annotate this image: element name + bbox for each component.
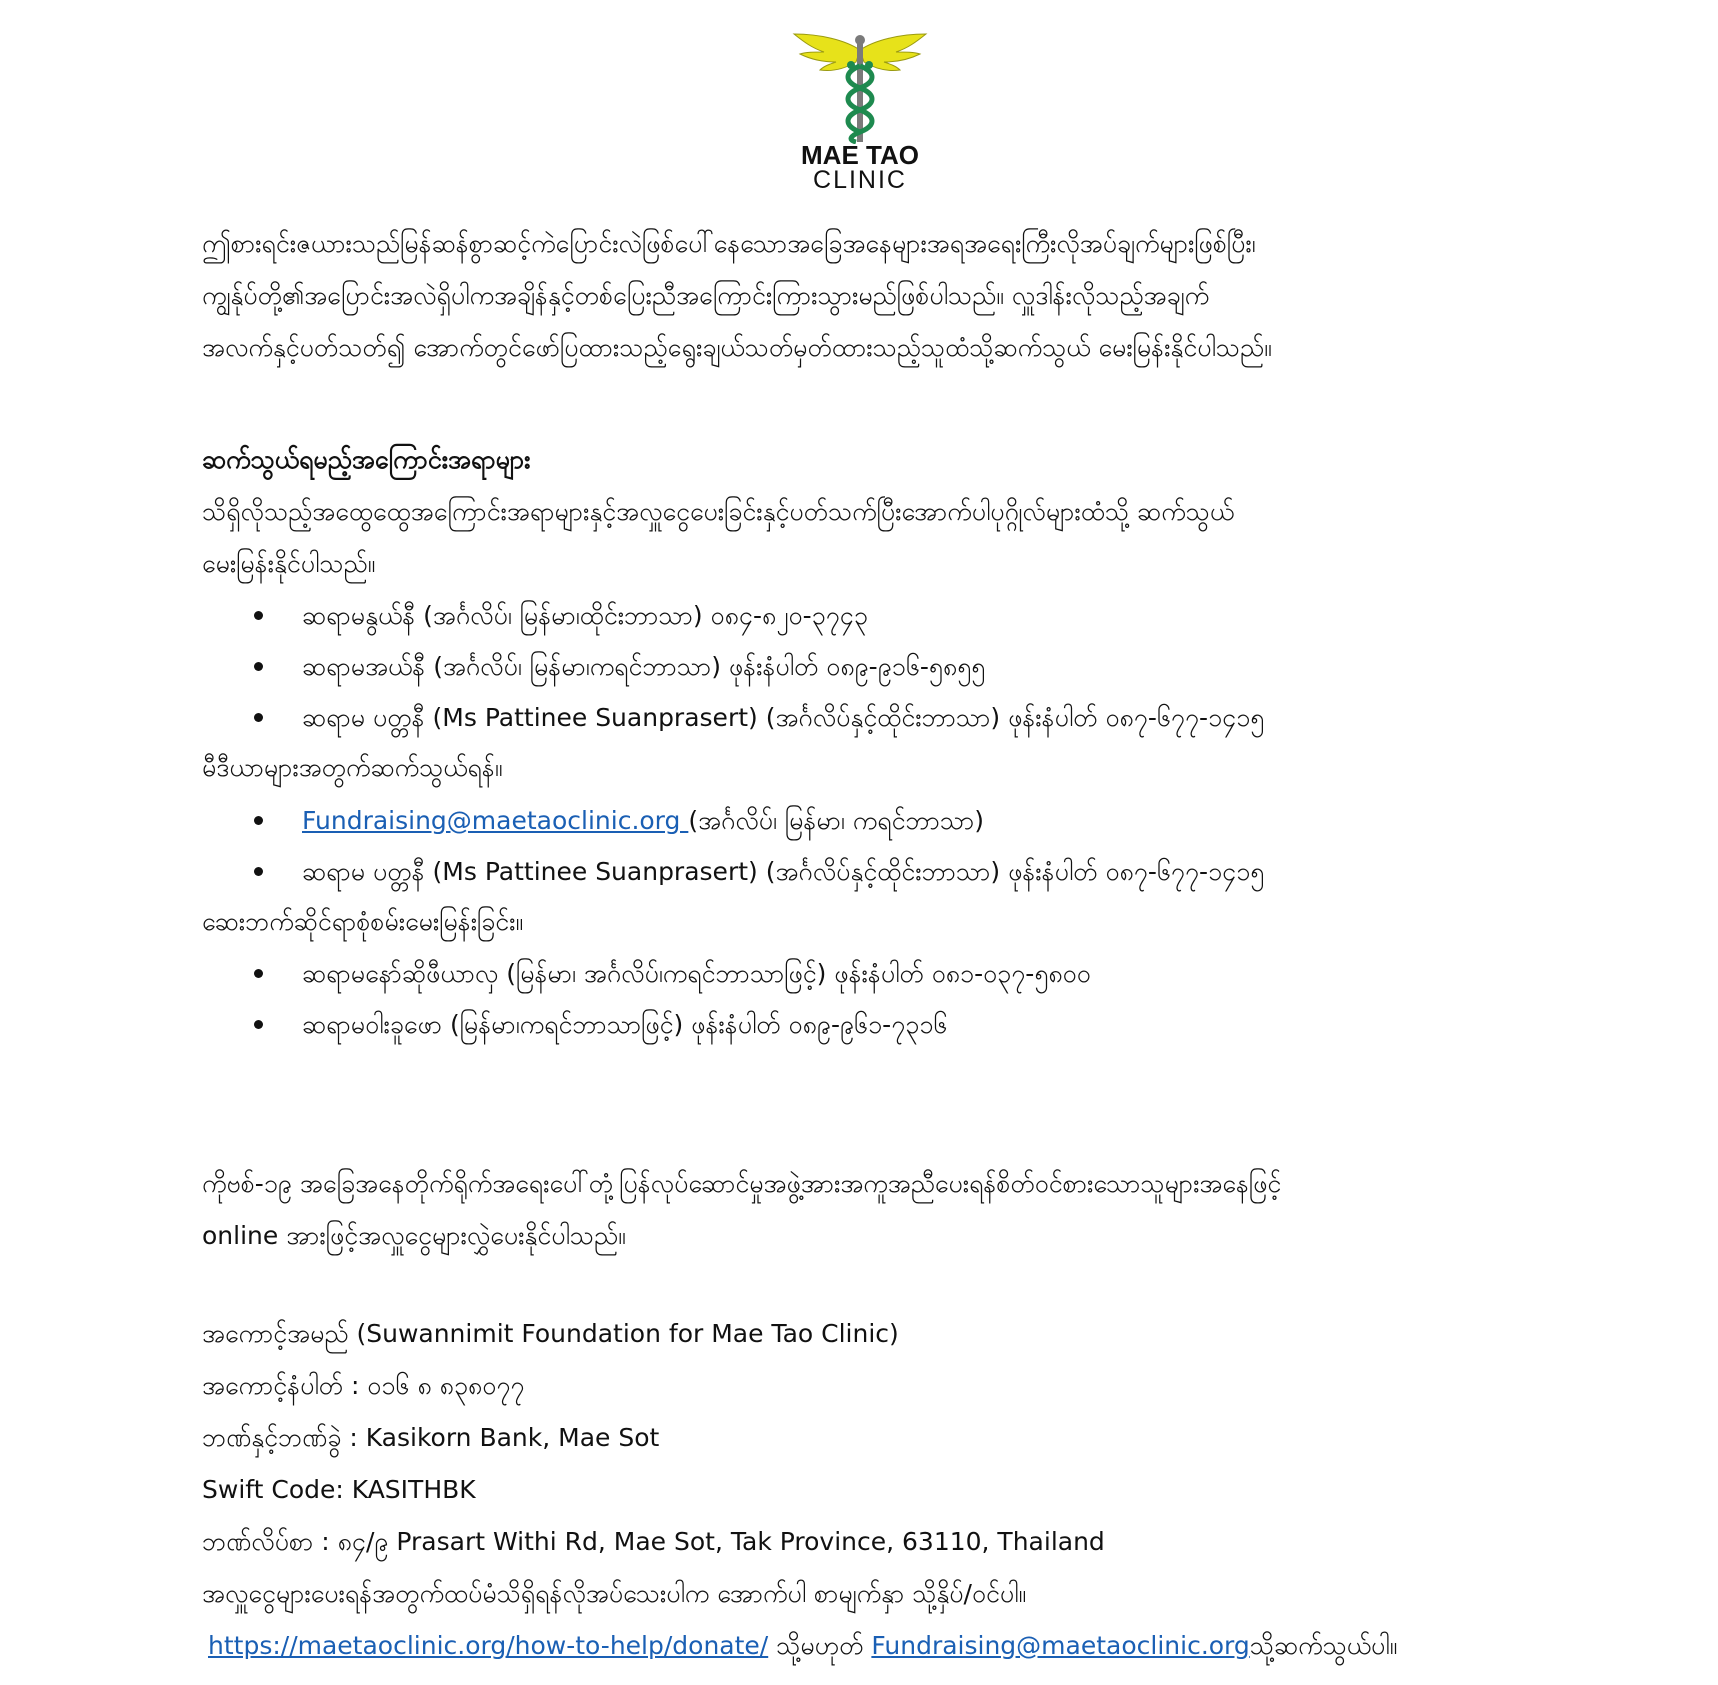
contact-heading: ဆက်သွယ်ရမည့်အကြောင်းအရာများ: [202, 445, 531, 474]
contact-suffix: သို့ဆက်သွယ်ပါ။: [1249, 1631, 1398, 1660]
or-text: သို့မဟုတ်: [768, 1631, 872, 1660]
bullet-icon: [254, 1020, 263, 1029]
logo-text-line1: MAE TAO: [801, 140, 919, 170]
list-item: ဆရာမနော်ဆိုဖီယာလှ (မြန်မာ၊ အင်္ဂလိပ်၊ကရင်ဘာသာဖြင့်) ဖုန်းနံပါတ် ၀၈၁-၀၃၇-၅၈၀၀: [202, 948, 1522, 999]
list-item: ဆရာမ ပတ္တနီ (Ms Pattinee Suanprasert) (အင်္ဂလိပ်နှင့်ထိုင်းဘာသာ) ဖုန်းနံပါတ် ၀၈၇-၆၇၇-၁၄၁၅: [202, 692, 1522, 743]
bullet-icon: [254, 969, 263, 978]
media-contact-list: [202, 795, 1522, 897]
intro-paragraph: [202, 218, 1522, 374]
list-item: [202, 795, 1522, 846]
bullet-icon: [254, 713, 263, 722]
caduceus-icon: [790, 32, 930, 144]
intro-line: ဤစားရင်းဇယားသည်မြန်ဆန်စွာဆင့်ကဲပြောင်းလဲဖြစ်ပေါ်နေသောအခြေအနေများအရအရေးကြီးလိုအပ်ချက်များဖြစ်ပြီး၊: [202, 229, 1256, 258]
bullet-icon: [254, 867, 263, 876]
medical-heading-block: [202, 896, 1522, 948]
medical-contact-list: [202, 948, 1522, 1050]
general-contact-list: [202, 590, 1522, 743]
contact-intro-line: သိရှိလိုသည့်အထွေထွေအကြောင်းအရာများနှင့်အလှူငွေပေးခြင်းနှင့်ပတ်သက်ပြီးအောက်ပါပုဂ္ဂိုလ်များထံသို့ ဆက်သွယ်: [202, 497, 1235, 526]
contact-section: [202, 434, 1522, 590]
bank-address: ဘဏ်လိပ်စာ : ၈၄/၉ Prasart Withi Rd, Mae Sot, Tak Province, 63110, Thailand: [202, 1527, 1105, 1556]
media-email-lang: (အင်္ဂလိပ်၊ မြန်မာ၊ ကရင်ဘာသာ): [688, 806, 985, 835]
mae-tao-clinic-logo: [790, 32, 930, 197]
intro-line: ကျွန်ုပ်တို့၏အပြောင်းအလဲရှိပါကအချိန်နှင့်တစ်ပြေးညီအကြောင်းကြားသွားမည်ဖြစ်ပါသည်။ လှူဒါန်းလိုသည့်အချက်: [202, 281, 1210, 310]
bullet-icon: [254, 816, 263, 825]
contact-intro-line: မေးမြန်းနိုင်ပါသည်။: [202, 549, 376, 578]
bank-branch: ဘဏ်နှင့်ဘဏ်ခွဲ : Kasikorn Bank, Mae Sot: [202, 1423, 660, 1452]
swift-code: Swift Code: KASITHBK: [202, 1475, 476, 1504]
covid-paragraph: [202, 1158, 1522, 1262]
bullet-icon: [254, 611, 263, 620]
medical-heading: ဆေးဘက်ဆိုင်ရာစုံစမ်းမေးမြန်းခြင်း။: [202, 907, 524, 936]
covid-line: ကိုဗစ်-၁၉ အခြေအနေတိုက်ရိုက်အရေးပေါ်တုံ့ပြန်လုပ်ဆောင်မှုအဖွဲ့အားအကူအညီပေးရန်စိတ်ဝင်စားသောသူများအနေဖြင့်: [202, 1169, 1282, 1198]
list-item: ဆရာမ ပတ္တနီ (Ms Pattinee Suanprasert) (အင်္ဂလိပ်နှင့်ထိုင်းဘာသာ) ဖုန်းနံပါတ် ၀၈၇-၆၇၇-၁၄၁၅: [202, 846, 1522, 897]
covid-line: online အားဖြင့်အလှူငွေများလွှဲပေးနိုင်ပါသည်။: [202, 1221, 626, 1250]
list-item: ဆရာမအယ်နီ (အင်္ဂလိပ်၊ မြန်မာ၊ကရင်ဘာသာ) ဖုန်းနံပါတ် ၀၈၉-၉၁၆-၅၈၅၅: [202, 641, 1522, 692]
intro-line: အလက်နှင့်ပတ်သတ်၍ အောက်တွင်ဖော်ပြထားသည့်ရွေးချယ်သတ်မှတ်ထားသည့်သူထံသို့ဆက်သွယ် မေးမြန်းနိုင်ပါသည်။: [202, 333, 1272, 362]
more-info-text: အလှူငွေများပေးရန်အတွက်ထပ်မံသိရှိရန်လိုအပ်သေးပါက အောက်ပါ စာမျက်နှာ သို့နှိပ်/ဝင်ပါ။: [202, 1579, 1027, 1608]
fundraising-email-link[interactable]: Fundraising@maetaoclinic.org: [871, 1631, 1250, 1660]
account-name: အကောင့်အမည် (Suwannimit Foundation for Mae Tao Clinic): [202, 1319, 899, 1348]
list-item: ဆရာမ၀ါးခူဖော (မြန်မာ၊ကရင်ဘာသာဖြင့်) ဖုန်းနံပါတ် ၀၈၉-၉၆၁-၇၃၁၆: [202, 999, 1522, 1050]
list-item: ဆရာမနွယ်နီ (အင်္ဂလိပ်၊ မြန်မာ၊ထိုင်းဘာသာ) ၀၈၄-၈၂၀-၃၇၄၃: [202, 590, 1522, 641]
bullet-icon: [254, 662, 263, 671]
donate-links-line: [202, 1620, 1522, 1672]
logo-text-line2: CLINIC: [813, 166, 907, 194]
media-heading: မီဒီယာများအတွက်ဆက်သွယ်ရန်။: [202, 753, 503, 782]
account-number: အကောင့်နံပါတ် : ၀၁၆ ၈ ၈၃၈၀၇၇: [202, 1371, 525, 1400]
donate-page-link[interactable]: https://maetaoclinic.org/how-to-help/donate/: [208, 1631, 769, 1660]
media-email-link[interactable]: Fundraising@maetaoclinic.org: [302, 806, 689, 835]
media-heading-block: [202, 742, 1522, 794]
bank-details: [202, 1308, 1522, 1672]
